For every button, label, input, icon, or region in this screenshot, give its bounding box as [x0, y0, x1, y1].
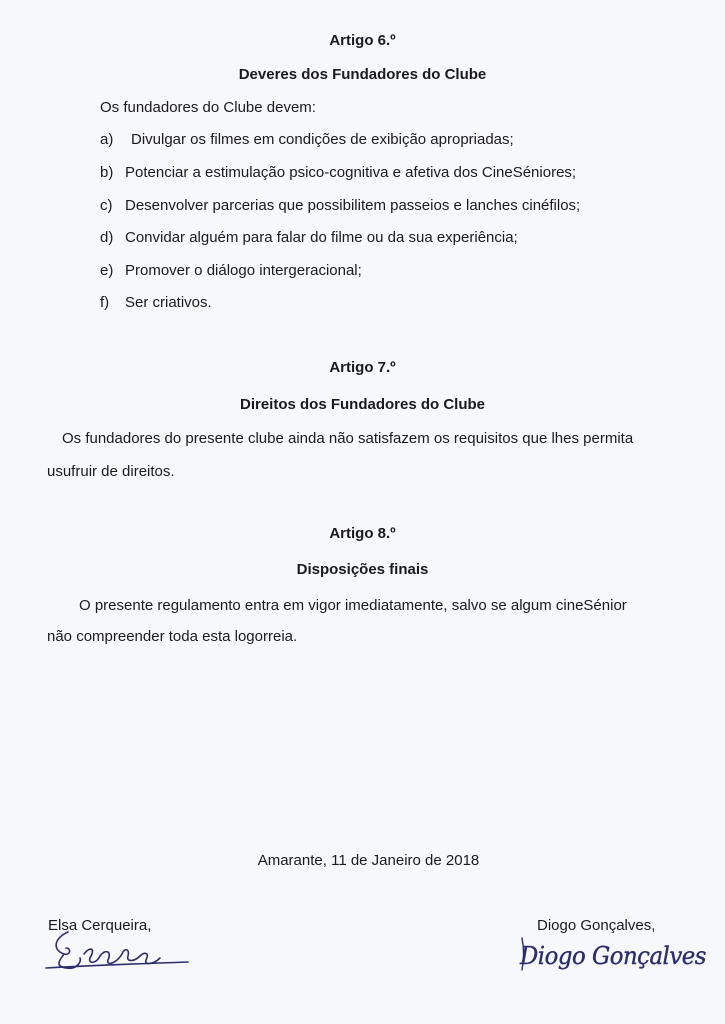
list-item-text: Convidar alguém para falar do filme ou da sua experiência; — [125, 229, 518, 246]
article-8-paragraph-line-1: O presente regulamento entra em vigor imediatamente, salvo se algum cineSénior — [79, 597, 627, 614]
list-item-letter: f) — [100, 294, 110, 311]
article-6-heading: Artigo 6.º — [329, 32, 396, 49]
article-7-paragraph-line-2: usufruir de direitos. — [47, 463, 175, 480]
signature-right — [516, 930, 716, 980]
svg-text:Diogo Gonçalves: Diogo Gonçalves — [519, 942, 707, 970]
list-item-letter: e) — [100, 262, 114, 279]
list-item-text: Desenvolver parcerias que possibilitem passeios e lanches cinéfilos; — [125, 197, 581, 214]
article-8-paragraph-line-2: não compreender toda esta logorreia. — [47, 628, 298, 645]
list-item-text: Promover o diálogo intergeracional; — [125, 262, 362, 279]
article-6-intro: Os fundadores do Clube devem: — [100, 99, 316, 116]
list-item-text: Potenciar a estimulação psico-cognitiva e afetiva dos CineSéniores; — [125, 164, 577, 181]
article-8-title: Disposições finais — [296, 561, 429, 578]
article-6-title: Deveres dos Fundadores do Clube — [238, 66, 487, 83]
list-item-letter: a) — [100, 131, 114, 148]
signatory-left-name: Elsa Cerqueira, — [48, 917, 152, 934]
article-8-heading: Artigo 8.º — [329, 525, 396, 542]
list-item-letter: b) — [100, 164, 114, 181]
list-item-letter: c) — [100, 197, 113, 214]
list-item-text: Ser criativos. — [125, 294, 212, 311]
place-date: Amarante, 11 de Janeiro de 2018 — [257, 852, 480, 869]
article-7-heading: Artigo 7.º — [329, 359, 396, 376]
signatory-right-name: Diogo Gonçalves, — [537, 917, 656, 934]
article-7-paragraph-line-1: Os fundadores do presente clube ainda não satisfazem os requisitos que lhes permita — [62, 430, 634, 447]
signature-left — [40, 918, 200, 988]
article-7-title: Direitos dos Fundadores do Clube — [239, 396, 486, 413]
list-item-letter: d) — [100, 229, 114, 246]
list-item-text: Divulgar os filmes em condições de exibição apropriadas; — [131, 131, 514, 148]
